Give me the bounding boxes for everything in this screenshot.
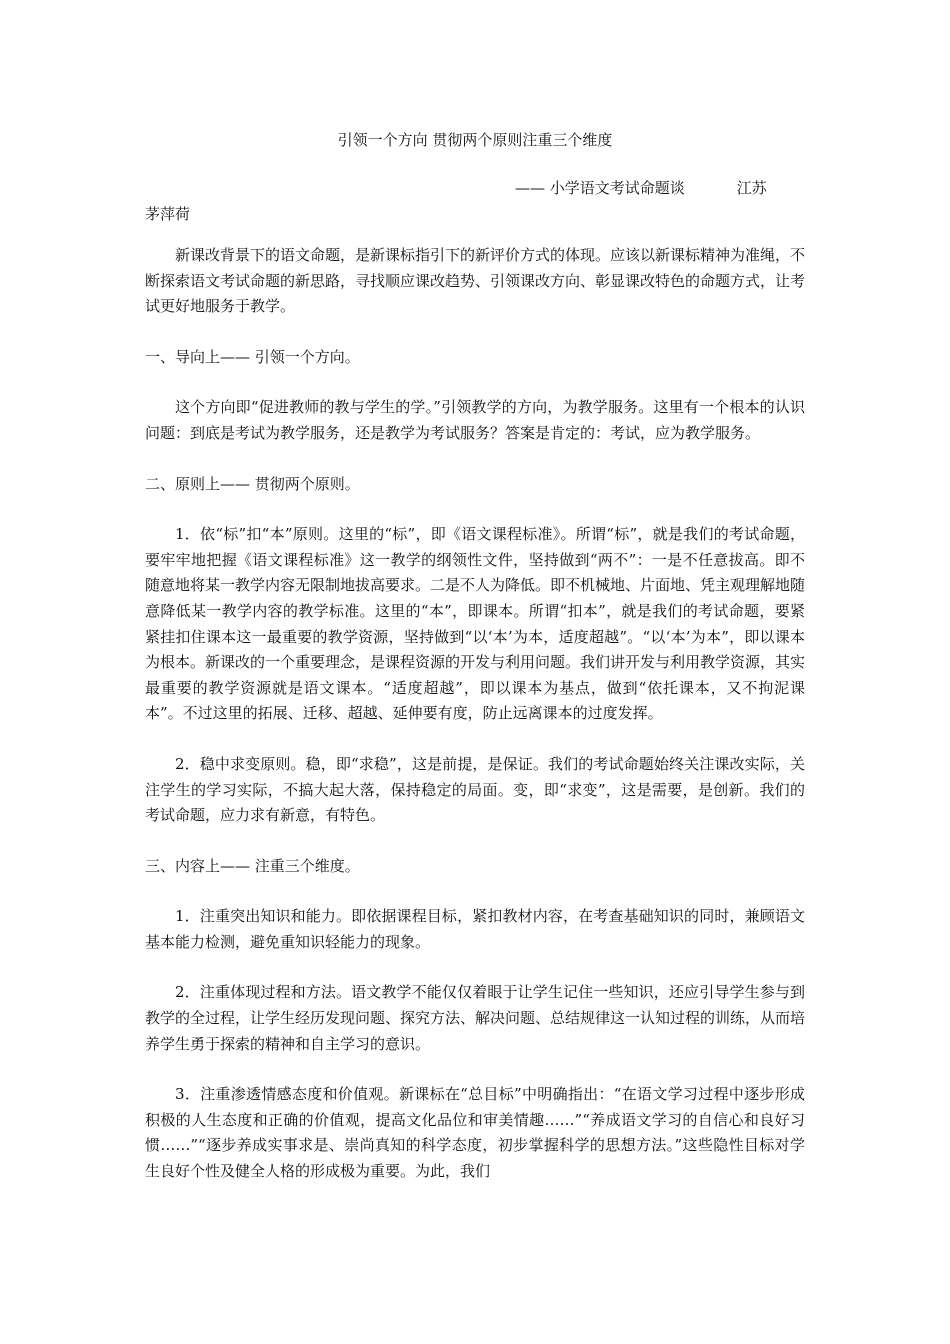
document-subtitle <box>515 177 767 199</box>
paragraph-direction: 这个方向即“促进教师的教与学生的学。”引领教学的方向，为教学服务。这里有一个根本的认识问题：到底是考试为教学服务，还是教学为考试服务？答案是肯定的：考试，应为教学服务。 <box>145 398 805 442</box>
paragraph-dimension-2: 2．注重体现过程和方法。语文教学不能仅仅着眼于让学生记住一些知识，还应引导学生参与到教学的全过程，让学生经历发现问题、探究方法、解决问题、总结规律这一认知过程的训练，从而培养学生勇于探索的精神和自主学习的意识。 <box>145 983 806 1053</box>
section-heading-1: 一、导向上—— 引领一个方向。 <box>145 347 360 366</box>
paragraph-dimension-1: 1．注重突出知识和能力。即依据课程目标，紧扣教材内容，在考查基础知识的同时，兼顾语文基本能力检测，避免重知识轻能力的现象。 <box>145 907 805 951</box>
author-place: 江苏 <box>736 179 767 197</box>
document-title: 引领一个方向 贯彻两个原则注重三个维度 <box>337 131 613 149</box>
paragraph-principle-1: 1．依“标”扣“本”原则。这里的“标”，即《语文课程标准》。所谓“标”，就是我们的考试命题，要牢牢地把握《语文课程标准》这一教学的纲领性文件，坚持做到“两不”：一是不任意拔高。即不随意地将某一教学内容无限制地拔高要求。二是不人为降低。即不机械地、片面地、凭主观理解地随意降低某一教学内容的教学标准。这里的“本”，即课本。所谓“扣本”，就是我们的考试命题，要紧紧挂扣住课本这一最重要的教学资源，坚持做到“以‘本’为本，适度超越”。“以‘本’为本”，即以课本为根本。新课改的一个重要理念，是课程资源的开发与利用问题。我们讲开发与利用教学资源，其实最重要的教学资源就是语文课本。“适度超越”，即以课本为基点，做到“依托课本，又不拘泥课本”。不过这里的拓展、迁移、超越、延伸要有度，防止远离课本的过度发挥。 <box>145 525 806 723</box>
author-name: 茅萍荷 <box>145 205 191 223</box>
section-heading-2: 二、原则上—— 贯彻两个原则。 <box>145 474 360 493</box>
section-heading-3: 三、内容上—— 注重三个维度。 <box>145 856 360 875</box>
paragraph-intro: 新课改背景下的语文命题，是新课标指引下的新评价方式的体现。应该以新课标精神为准绳，不断探索语文考试命题的新思路，寻找顺应课改趋势、引领课改方向、彰显课改特色的命题方式，让考试更好地服务于教学。 <box>145 246 806 316</box>
paragraph-dimension-3: 3．注重渗透情感态度和价值观。新课标在“总目标”中明确指出：“在语文学习过程中逐步形成积极的人生态度和正确的价值观，提高文化品位和审美情趣……”“养成语文学习的自信心和良好习惯……”“逐步养成实事求是、崇尚真知的科学态度，初步掌握科学的思想方法。”这些隐性目标对学生良好个性及健全人格的形成极为重要。为此，我们 <box>145 1085 805 1181</box>
document-body <box>145 243 805 1210</box>
paragraph-principle-2: 2．稳中求变原则。稳，即“求稳”，这是前提，是保证。我们的考试命题始终关注课改实际，关注学生的学习实际，不搞大起大落，保持稳定的局面。变，即“求变”，这是需要，是创新。我们的考试命题，应力求有新意，有特色。 <box>145 754 805 825</box>
subtitle-text: —— 小学语文考试命题谈 <box>515 179 685 197</box>
